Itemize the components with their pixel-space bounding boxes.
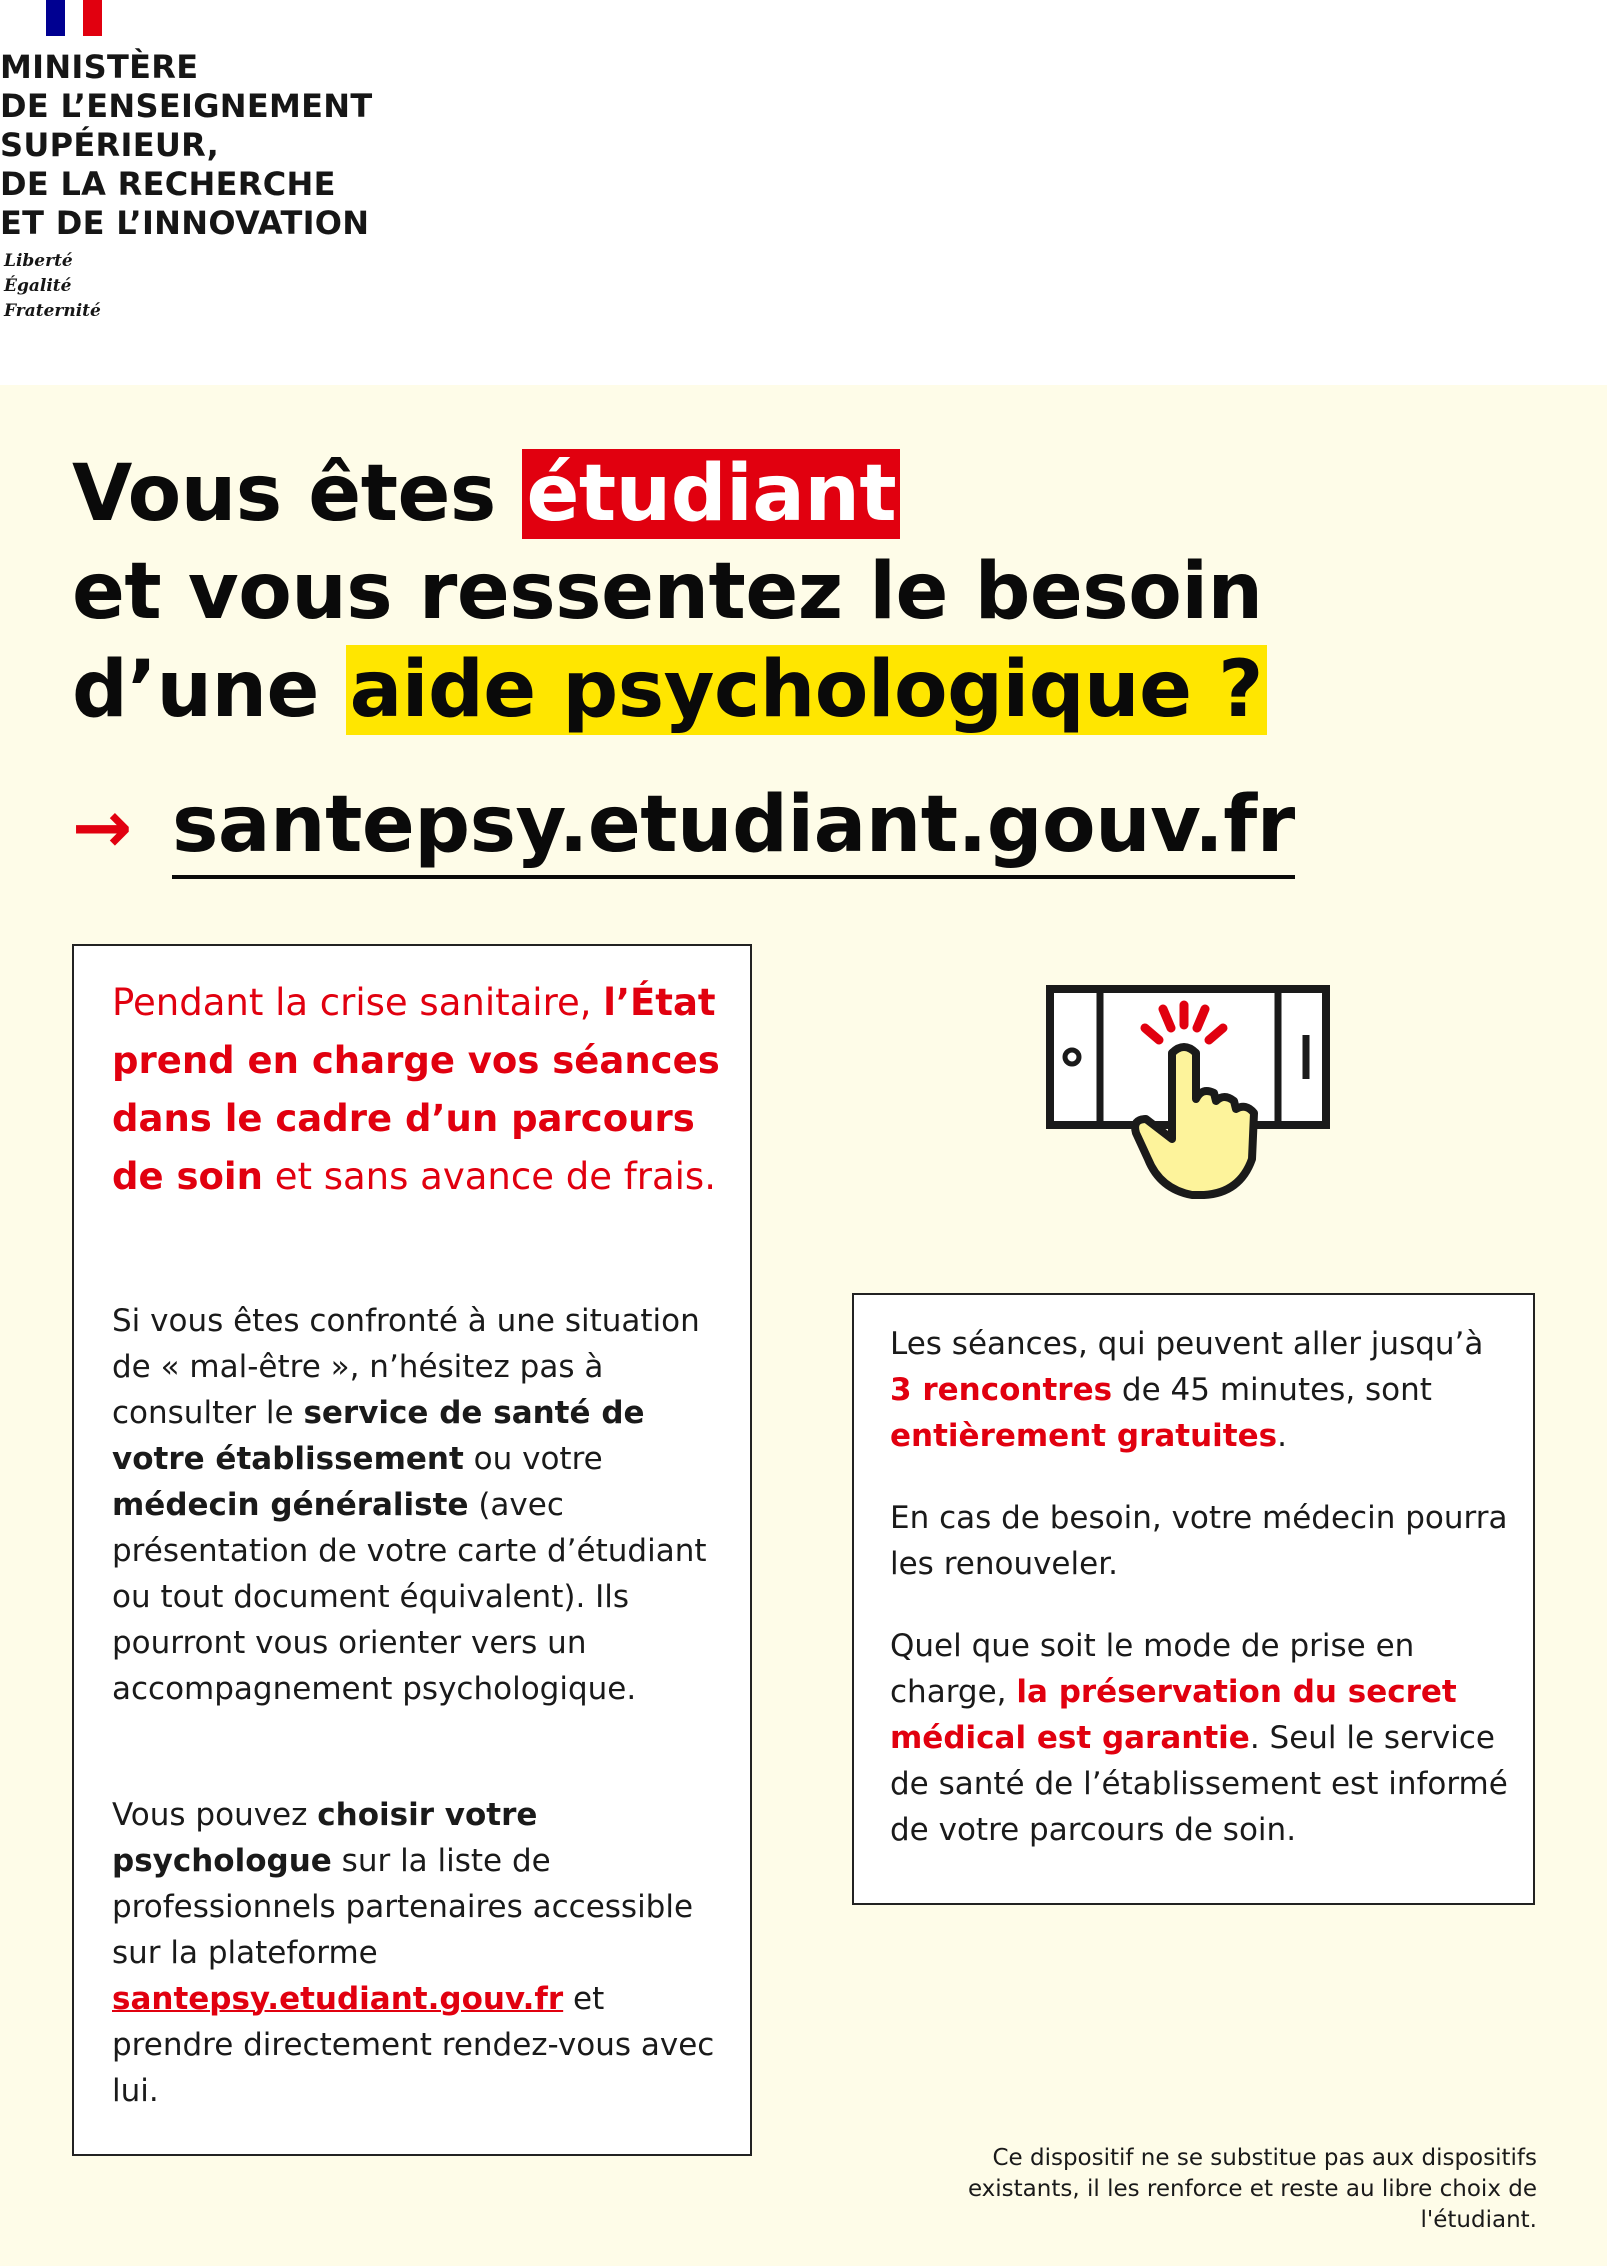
headline-text: et vous ressentez le besoin	[72, 547, 1263, 637]
santepsy-inline-link[interactable]: santepsy.etudiant.gouv.fr	[112, 1981, 564, 2017]
info-box-right	[852, 1293, 1535, 1905]
headline-text: Vous êtes	[72, 449, 523, 539]
paragraph-consult	[112, 1298, 732, 1712]
ministry-line: DE L’ENSEIGNEMENT	[0, 87, 373, 125]
footnote: Ce dispositif ne se substitue pas aux dispositifs existants, il les renforce et reste au libre choix de l'étudiant.	[967, 2145, 1537, 2233]
phone-tap-icon	[1044, 983, 1334, 1203]
highlight-aide-psychologique: aide psychologique ?	[346, 645, 1267, 735]
text-bold: service de santé de votre établissement	[112, 1395, 645, 1477]
text-part: Si vous êtes confronté à une situation de « mal-être », n’hésitez pas à consulter le	[112, 1303, 700, 1431]
ministry-line: MINISTÈRE	[0, 48, 199, 86]
intro-part: et sans avance de frais.	[262, 1155, 716, 1198]
headline	[72, 445, 1267, 739]
motto-line: Égalité	[4, 276, 72, 296]
paragraph-choose-psychologist	[112, 1792, 732, 2114]
text-red-bold: entièrement gratuites	[890, 1418, 1278, 1454]
intro-part: Pendant la crise sanitaire,	[112, 981, 604, 1024]
text-part: En cas de besoin, votre médecin pourra les renouveler.	[890, 1500, 1508, 1582]
info-box-left	[72, 944, 752, 2156]
text-part: Les séances, qui peuvent aller jusqu’à	[890, 1326, 1484, 1362]
text-part: Vous pouvez	[112, 1797, 318, 1833]
text-part: Quel que soit le mode de prise en charge,	[890, 1628, 1415, 1710]
french-flag-logo	[46, 0, 102, 36]
motto-line: Liberté	[4, 251, 73, 271]
ministry-name	[0, 48, 373, 243]
arrow-right-icon: →	[72, 785, 133, 869]
santepsy-main-link[interactable]: santepsy.etudiant.gouv.fr	[172, 775, 1295, 879]
text-part: (avec présentation de votre carte d’étudiant ou tout document équivalent). Ils pourront vous orienter vers un accompagnement psychologique.	[112, 1487, 707, 1707]
headline-text: d’une	[72, 645, 346, 735]
intro-bold: l’État prend en charge vos séances dans le cadre d’un parcours de soin	[112, 981, 720, 1198]
text-part: . Seul le service de santé de l’établissement est informé de votre parcours de soin.	[890, 1720, 1508, 1848]
main-url-line	[72, 775, 1295, 879]
text-red-bold: la préservation du secret médical est garantie	[890, 1674, 1457, 1756]
intro-text	[112, 974, 732, 1206]
paragraph-renewal	[890, 1495, 1510, 1587]
ministry-line: SUPÉRIEUR,	[0, 126, 220, 164]
text-bold: médecin généraliste	[112, 1487, 469, 1523]
text-part: et prendre directement rendez-vous avec lui.	[112, 1981, 715, 2109]
text-red-bold: 3 rencontres	[890, 1372, 1113, 1408]
ministry-line: DE LA RECHERCHE	[0, 165, 336, 203]
text-part: ou votre	[463, 1441, 603, 1477]
text-bold: choisir votre psychologue	[112, 1797, 538, 1879]
text-part: de 45 minutes, sont	[1112, 1372, 1432, 1408]
motto-line: Fraternité	[4, 301, 101, 321]
republic-motto	[4, 249, 101, 324]
text-part: sur la liste de professionnels partenaires accessible sur la plateforme	[112, 1843, 694, 1971]
ministry-line: ET DE L’INNOVATION	[0, 204, 370, 242]
paragraph-sessions	[890, 1321, 1510, 1459]
paragraph-confidentiality	[890, 1623, 1510, 1853]
text-part: .	[1277, 1418, 1287, 1454]
header	[0, 0, 1607, 385]
highlight-etudiant: étudiant	[522, 449, 900, 539]
